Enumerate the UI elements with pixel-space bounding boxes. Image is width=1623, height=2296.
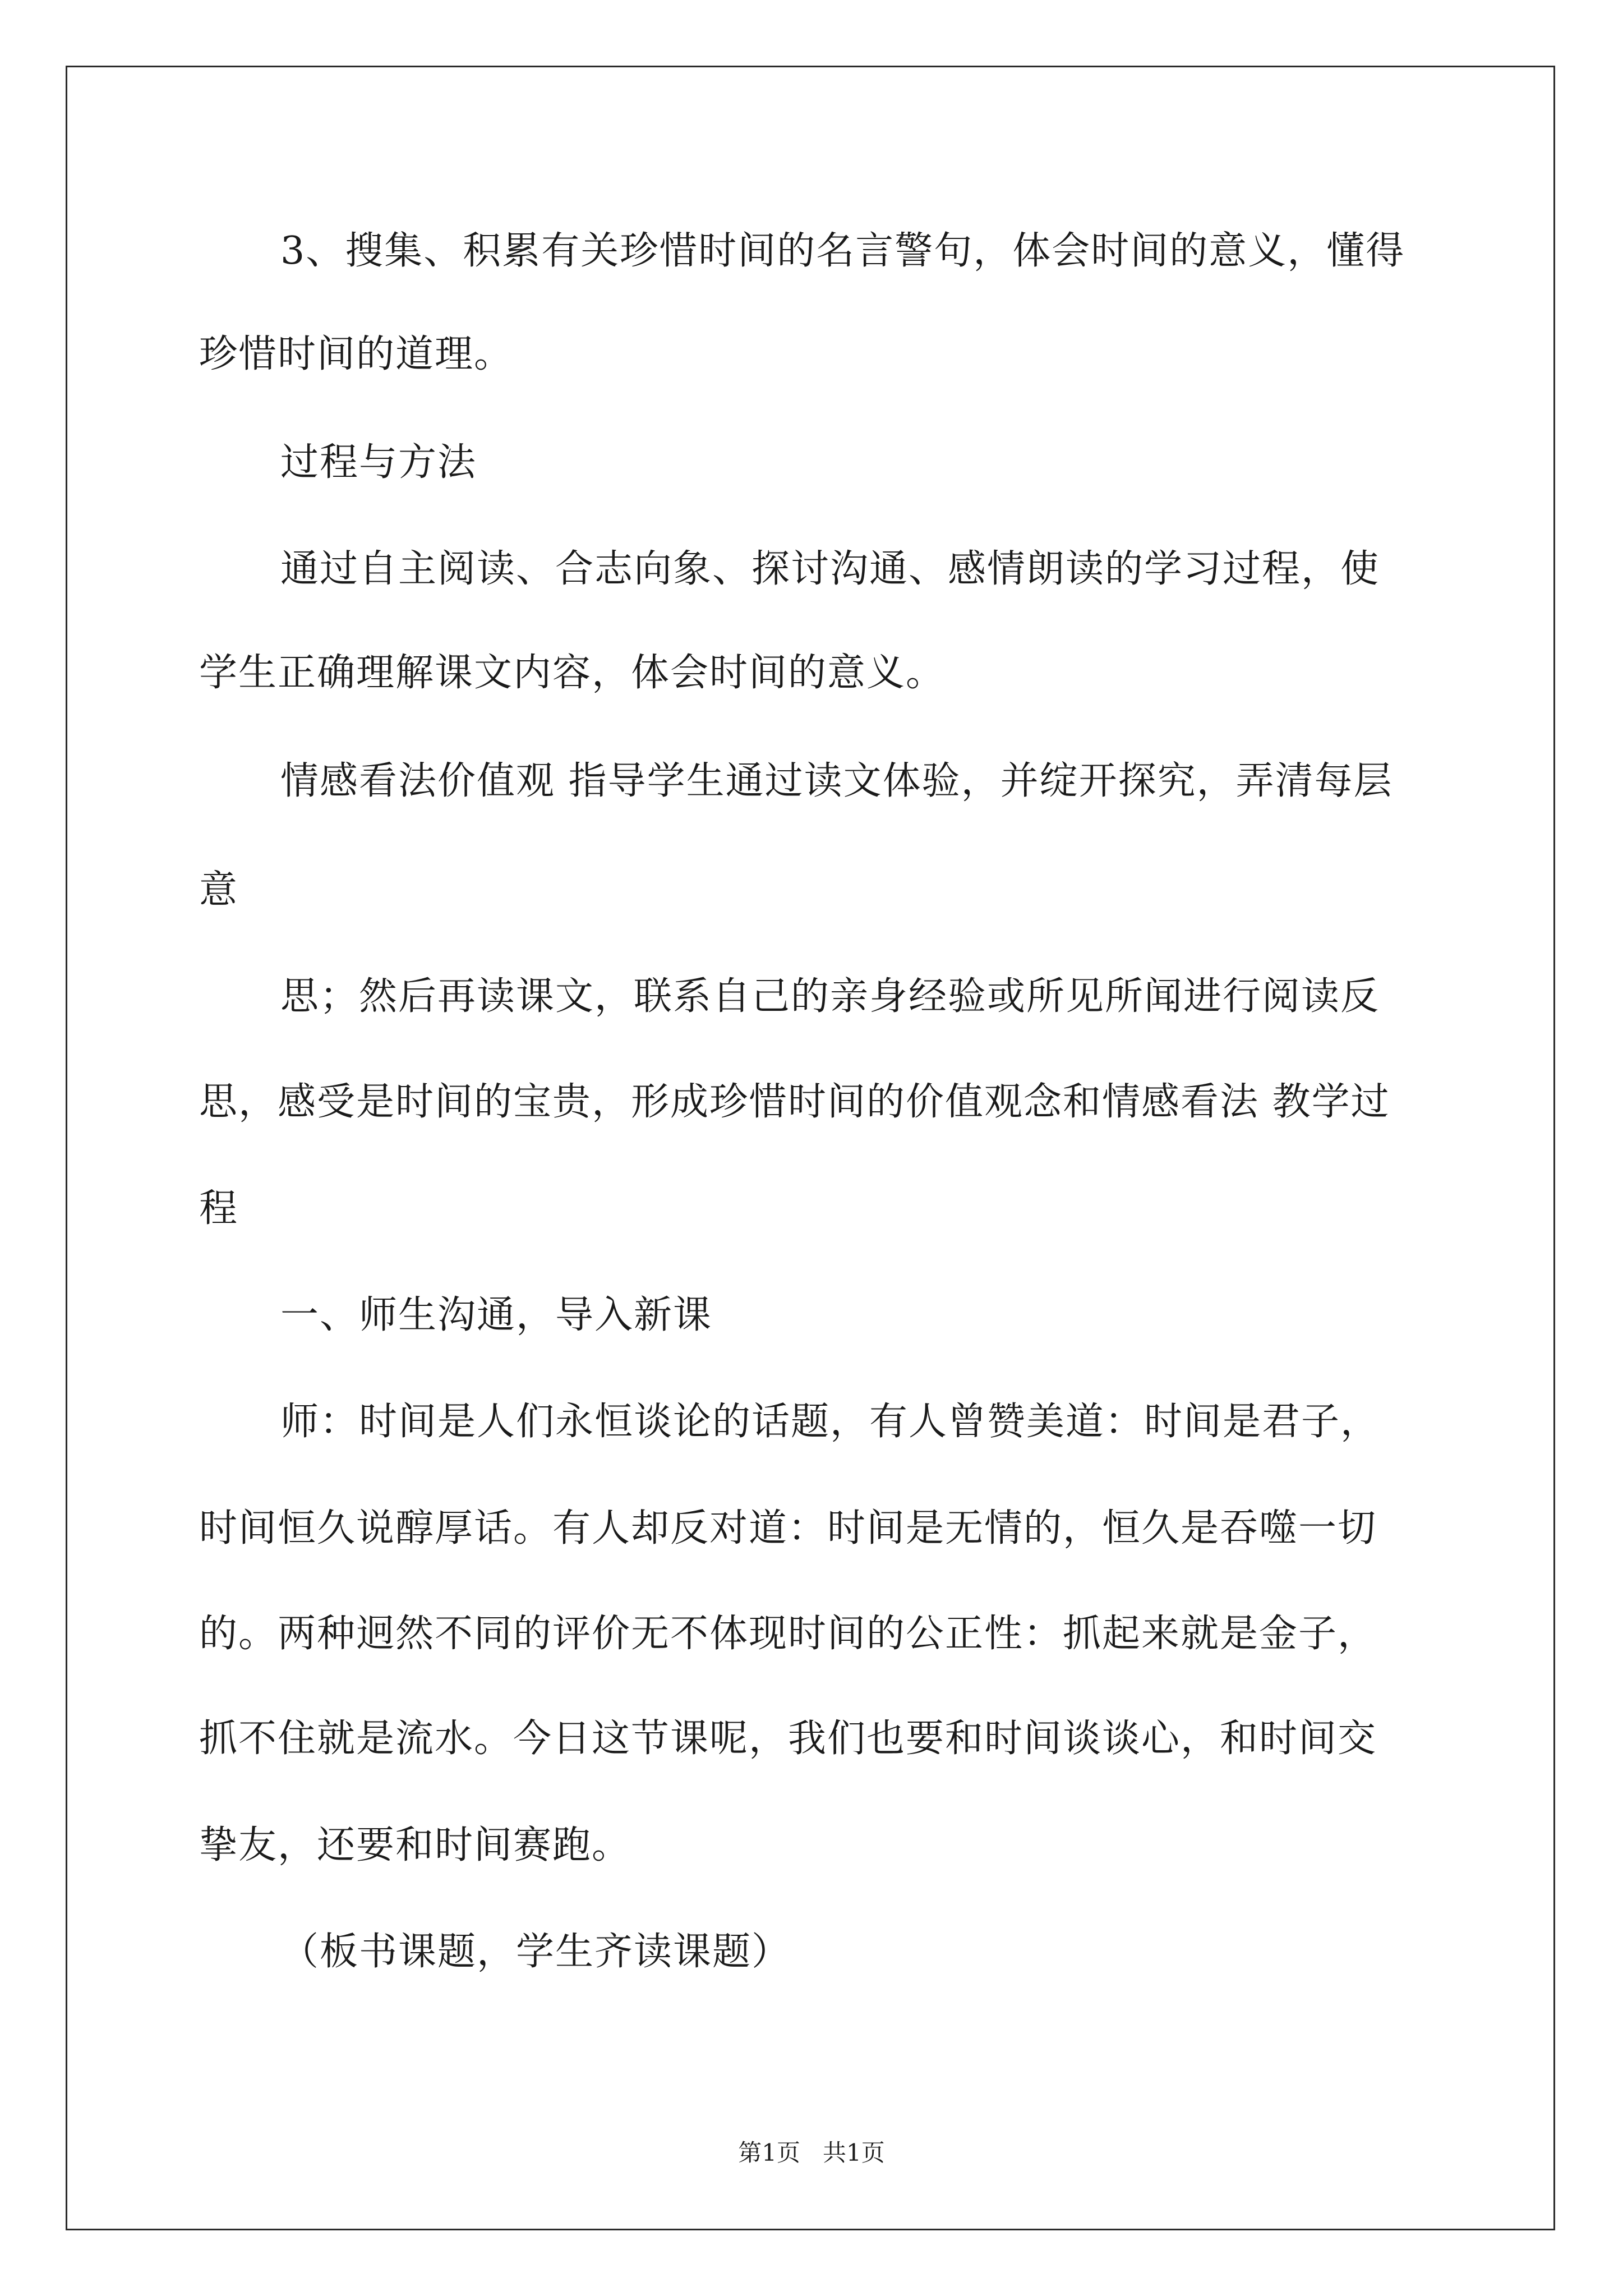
paragraph-line: 情感看法价值观 指导学生通过读文体验，并绽开探究，弄清每层 <box>280 759 1393 803</box>
page-border <box>66 66 1555 2230</box>
paragraph-line: 程 <box>199 1186 239 1231</box>
paragraph-line: 挚友，还要和时间赛跑。 <box>199 1823 631 1867</box>
paragraph-line: 抓不住就是流水。今日这节课呢，我们也要和时间谈谈心，和时间交 <box>199 1717 1377 1761</box>
section-heading: 过程与方法 <box>280 440 477 485</box>
paragraph-line: 师：时间是人们永恒谈论的话题，有人曾赞美道：时间是君子， <box>280 1400 1380 1444</box>
paragraph-line: 通过自主阅读、合志向象、探讨沟通、感情朗读的学习过程，使 <box>280 547 1380 591</box>
paragraph-line: 思；然后再读课文，联系自己的亲身经验或所见所闻进行阅读反 <box>280 974 1380 1019</box>
paragraph-line: 学生正确理解课文内容，体会时间的意义。 <box>199 651 946 695</box>
paragraph-line: 意 <box>199 868 239 912</box>
paragraph-line: 3、搜集、积累有关珍惜时间的名言警句，体会时间的意义，懂得 <box>280 229 1405 273</box>
paragraph-line: 思，感受是时间的宝贵，形成珍惜时间的价值观念和情感看法 教学过 <box>199 1080 1390 1124</box>
page-number: 第1页 共1页 <box>738 2139 885 2166</box>
paragraph-line: （板书课题，学生齐读课题） <box>280 1930 791 1974</box>
paragraph-line: 珍惜时间的道理。 <box>199 332 514 376</box>
paragraph-line: 时间恒久说醇厚话。有人却反对道：时间是无情的，恒久是吞噬一切 <box>199 1506 1377 1550</box>
paragraph-line: 的。两种迥然不同的评价无不体现时间的公正性：抓起来就是金子， <box>199 1612 1377 1656</box>
section-heading: 一、师生沟通，导入新课 <box>280 1293 713 1337</box>
